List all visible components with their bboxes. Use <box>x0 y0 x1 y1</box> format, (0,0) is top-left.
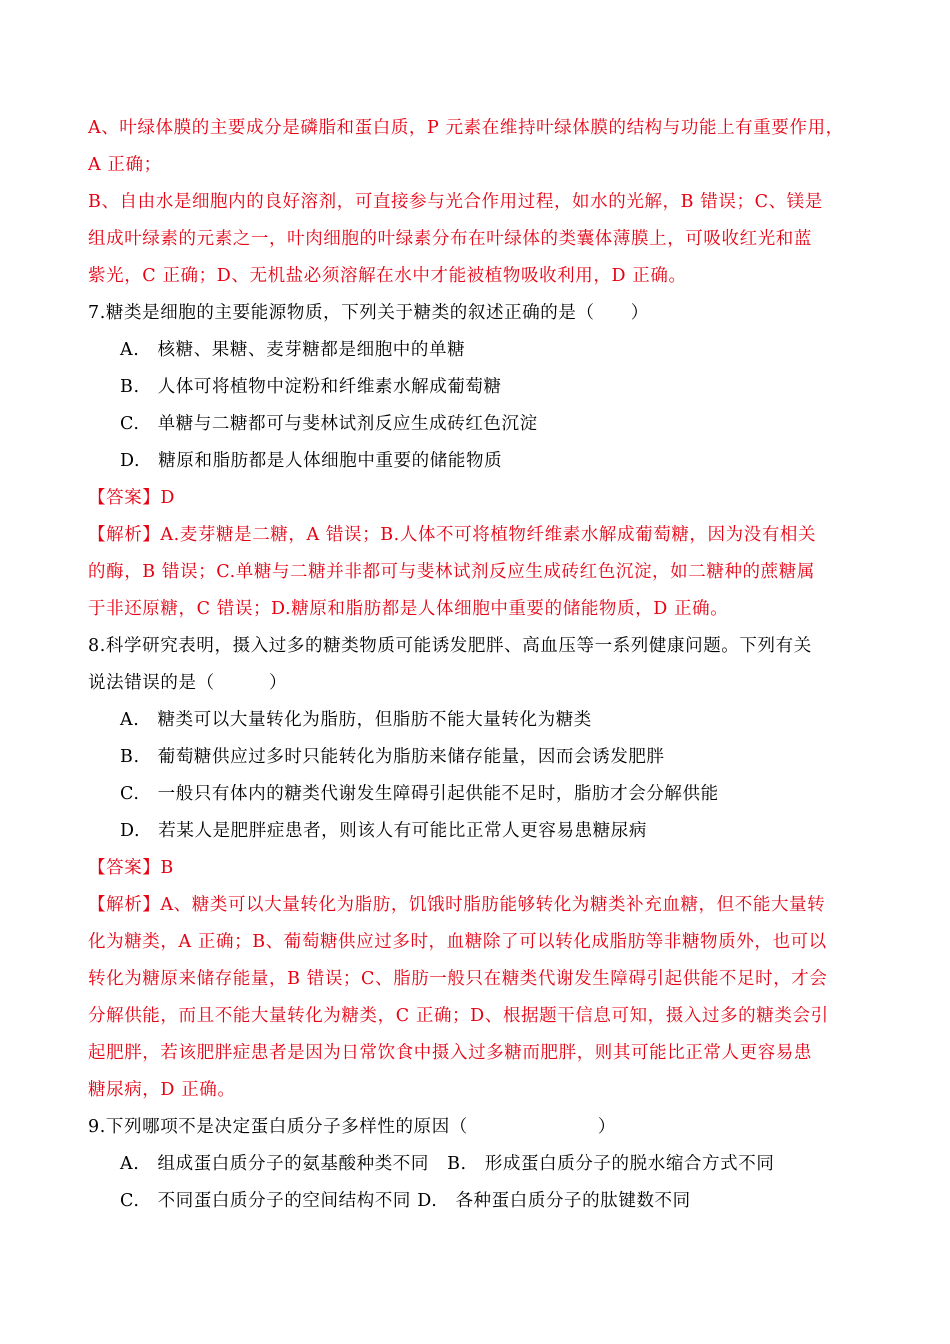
analysis-line: 化为糖类，A 正确；B、葡萄糖供应过多时，血糖除了可以转化成脂肪等非糖物质外，也可以 <box>88 932 827 952</box>
question-7 <box>88 295 870 628</box>
analysis-line <box>88 887 870 924</box>
option-d: D. 糖原和脂肪都是人体细胞中重要的储能物质 <box>120 451 503 471</box>
option-b: B. 人体可将植物中淀粉和纤维素水解成葡萄糖 <box>120 377 502 397</box>
analysis-line <box>88 517 870 554</box>
answer-value: B <box>160 858 174 878</box>
text-line: B、自由水是细胞内的良好溶剂，可直接参与光合作用过程，如水的光解，B 错误；C、镁是 <box>88 192 823 212</box>
analysis-line: 分解供能，而且不能大量转化为糖类，C 正确；D、根据题干信息可知，摄入过多的糖类会引 <box>88 1006 829 1026</box>
option-cd: C. 不同蛋白质分子的空间结构不同 D. 各种蛋白质分子的肽键数不同 <box>120 1191 691 1211</box>
answer-line <box>88 850 870 887</box>
analysis-line: 于非还原糖，C 错误；D.糖原和脂肪都是人体细胞中重要的储能物质，D 正确。 <box>88 599 729 619</box>
option-d: D. 若某人是肥胖症患者，则该人有可能比正常人更容易患糖尿病 <box>120 821 647 841</box>
analysis-line: 糖尿病，D 正确。 <box>88 1080 236 1100</box>
option-a: A. 核糖、果糖、麦芽糖都是细胞中的单糖 <box>120 340 466 360</box>
option-b: B. 葡萄糖供应过多时只能转化为脂肪来储存能量，因而会诱发肥胖 <box>120 747 665 767</box>
q6-explanation <box>88 110 870 295</box>
text-line: 组成叶绿素的元素之一，叶肉细胞的叶绿素分布在叶绿体的类囊体薄膜上，可吸收红光和蓝 <box>88 229 812 249</box>
analysis-text: A、糖类可以大量转化为脂肪，饥饿时脂肪能够转化为糖类补充血糖，但不能大量转 <box>160 895 826 915</box>
analysis-line: 起肥胖，若该肥胖症患者是因为日常饮食中摄入过多糖而肥胖，则其可能比正常人更容易患 <box>88 1043 812 1063</box>
answer-label: 【答案】 <box>88 858 161 878</box>
question-stem <box>88 1109 870 1146</box>
stem-start: 9.下列哪项不是决定蛋白质分子多样性的原因（ <box>88 1117 468 1137</box>
analysis-line: 转化为糖原来储存能量，B 错误；C、脂肪一般只在糖类代谢发生障碍引起供能不足时，才会 <box>88 969 828 989</box>
answer-value: D <box>160 488 176 508</box>
question-stem: 7.糖类是细胞的主要能源物质，下列关于糖类的叙述正确的是（ ） <box>88 303 649 323</box>
text-line: A、叶绿体膜的主要成分是磷脂和蛋白质，P 元素在维持叶绿体膜的结构与功能上有重要作用， <box>88 118 844 138</box>
analysis-text: A.麦芽糖是二糖，A 错误；B.人体不可将植物纤维素水解成葡萄糖，因为没有相关 <box>160 525 817 545</box>
question-stem: 8.科学研究表明，摄入过多的糖类物质可能诱发肥胖、高血压等一系列健康问题。下列有关 <box>88 636 812 656</box>
option-a: A. 糖类可以大量转化为脂肪，但脂肪不能大量转化为糖类 <box>120 710 592 730</box>
question-9 <box>88 1109 870 1220</box>
document-page <box>88 110 870 1220</box>
question-stem: 说法错误的是（ ） <box>88 673 288 693</box>
answer-label: 【答案】 <box>88 488 161 508</box>
text-line: A 正确； <box>88 155 162 175</box>
option-c: C. 单糖与二糖都可与斐林试剂反应生成砖红色沉淀 <box>120 414 538 434</box>
answer-line <box>88 480 870 517</box>
text-line: 紫光，C 正确；D、无机盐必须溶解在水中才能被植物吸收利用，D 正确。 <box>88 266 687 286</box>
analysis-label: 【解析】 <box>88 895 161 915</box>
stem-end: ） <box>597 1117 617 1137</box>
option-ab: A. 组成蛋白质分子的氨基酸种类不同 B. 形成蛋白质分子的脱水缩合方式不同 <box>120 1154 775 1174</box>
question-8 <box>88 628 870 1109</box>
analysis-line: 的酶，B 错误；C.单糖与二糖并非都可与斐林试剂反应生成砖红色沉淀，如二糖种的蔗糖属 <box>88 562 815 582</box>
analysis-label: 【解析】 <box>88 525 161 545</box>
option-c: C. 一般只有体内的糖类代谢发生障碍引起供能不足时，脂肪才会分解供能 <box>120 784 719 804</box>
